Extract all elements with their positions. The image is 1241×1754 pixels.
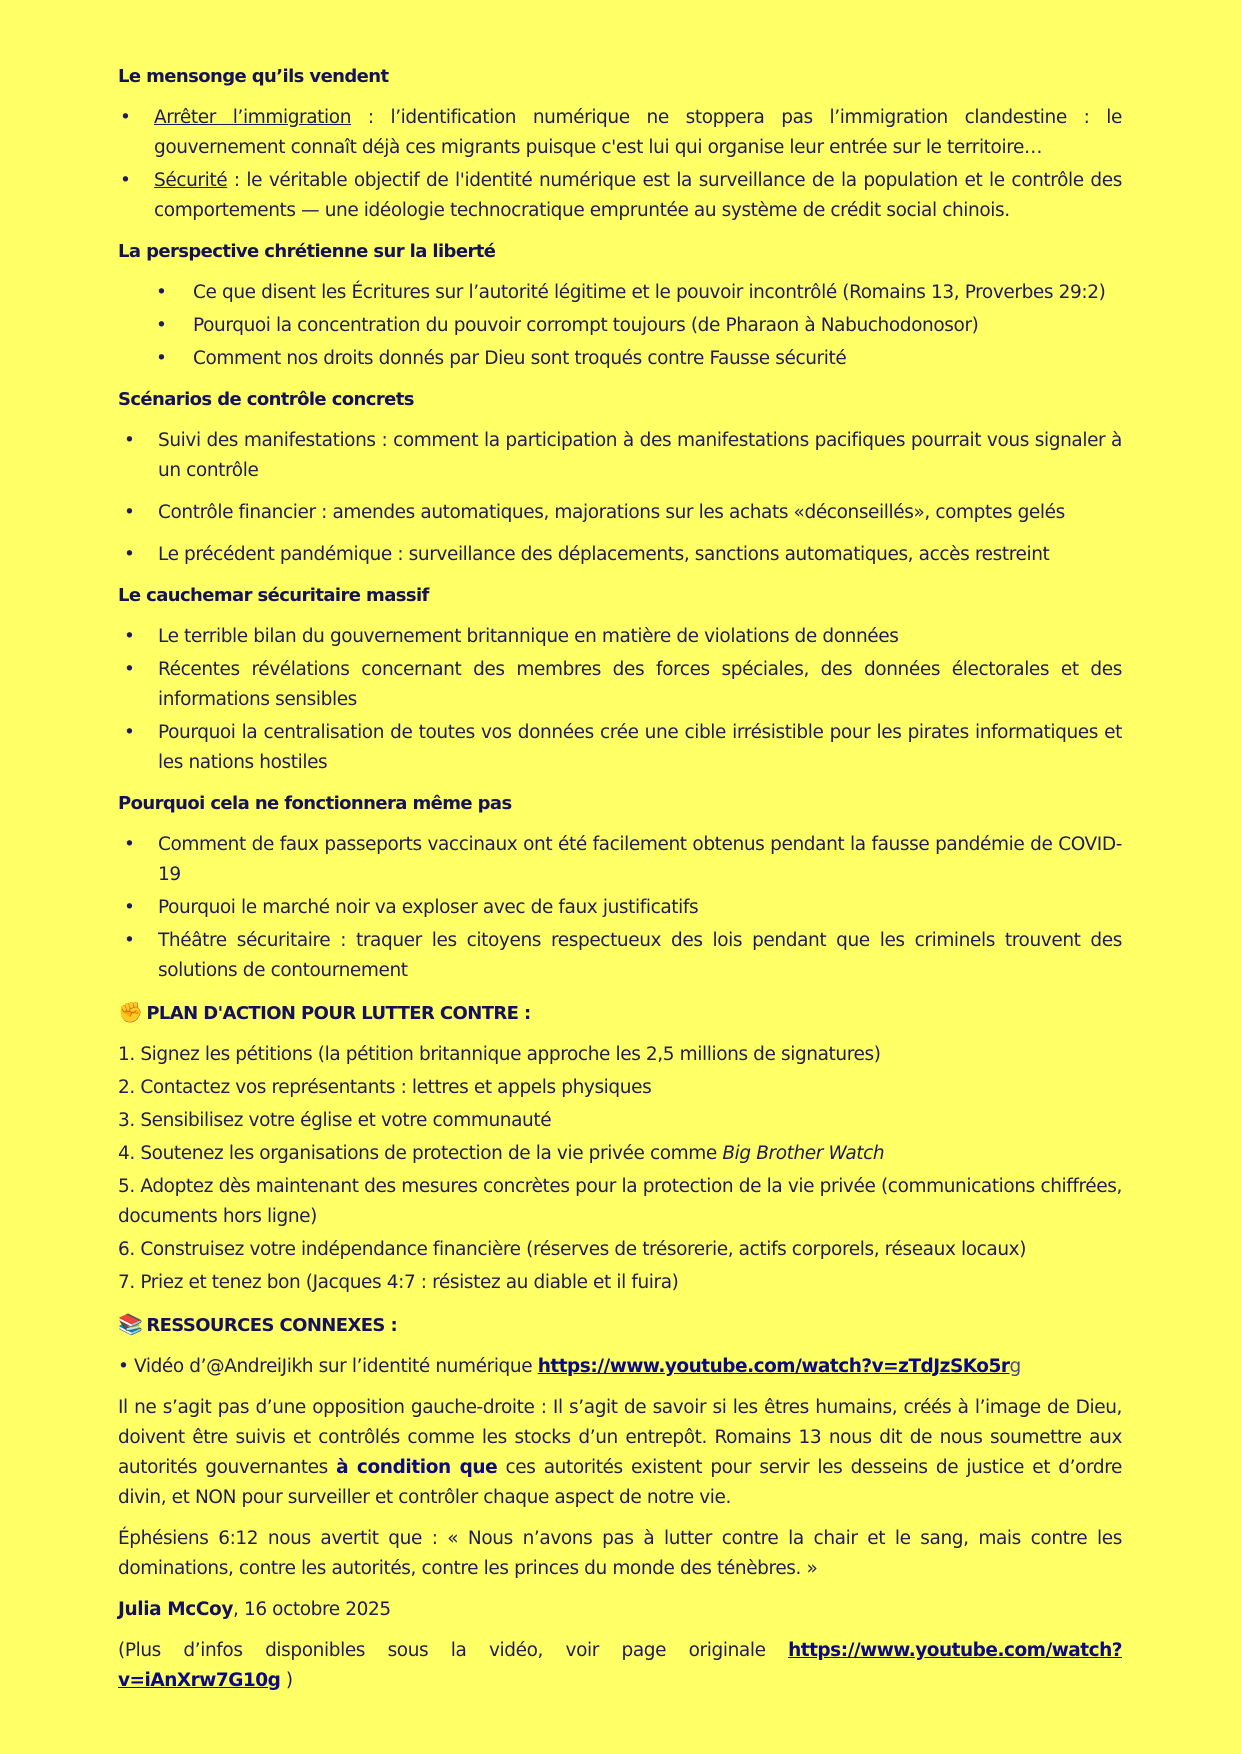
list-item (118, 103, 1122, 163)
list-item (122, 926, 1122, 986)
item-text: Le terrible bilan du gouvernement britannique en matière de violations de données (158, 626, 899, 647)
list-item (122, 893, 1122, 923)
heading-text: PLAN D'ACTION POUR LUTTER CONTRE : (146, 1003, 531, 1024)
list-item (118, 166, 1122, 226)
section-heading: Le mensonge qu’ils vendent (118, 66, 389, 87)
bullet-icon: • (156, 315, 167, 336)
heading-text: RESSOURCES CONNEXES : (146, 1315, 398, 1336)
numbered-list (118, 1040, 1122, 1298)
item-text: Suivi des manifestations : comment la participation à des manifestations pacifiques pourrait vous signaler à un contrôle (158, 430, 1122, 481)
list-item (118, 1139, 1122, 1169)
bullet-icon: • (120, 170, 131, 191)
list-item (122, 498, 1122, 528)
books-icon: 📚 (118, 1312, 143, 1336)
item-label: Arrêter l’immigration (154, 107, 352, 128)
list-item (118, 344, 1122, 374)
section-lie (118, 62, 1122, 226)
section-scenarios (118, 385, 1122, 570)
bullet-list (122, 622, 1122, 778)
section-heading: Le cauchemar sécuritaire massif (118, 585, 429, 606)
item-text: Pourquoi la concentration du pouvoir corrompt toujours (de Pharaon à Nabuchodonosor) (193, 315, 979, 336)
item-text: Ce que disent les Écritures sur l’autorité légitime et le pouvoir incontrôlé (Romains 13, Proverbes 29:2) (193, 282, 1106, 303)
item-label: Sécurité (154, 170, 228, 191)
section-wont-work (118, 789, 1122, 986)
paragraph-text: ces autorités existent pour servir les desseins de justice et d’ordre divin, et NON pour surveiller et contrôler chaque aspect de notre vie. (118, 1457, 1122, 1508)
section-action-plan (118, 997, 1122, 1298)
section-heading: Scénarios de contrôle concrets (118, 389, 414, 410)
resource-text: • Vidéo d’@AndreiJikh sur l’identité numérique (118, 1356, 538, 1377)
list-item: 6. Construisez votre indépendance financière (réserves de trésorerie, actifs corporels, réseaux locaux) (118, 1239, 1027, 1260)
resource-item (118, 1352, 1122, 1382)
list-item: 7. Priez et tenez bon (Jacques 4:7 : résistez au diable et il fuira) (118, 1272, 679, 1293)
item-text: Contrôle financier : amendes automatiques, majorations sur les achats «déconseillés», comptes gelés (158, 502, 1065, 523)
list-item (122, 830, 1122, 890)
list-item (122, 426, 1122, 486)
author-name: Julia McCoy (118, 1599, 233, 1620)
list-item (122, 655, 1122, 715)
video-link[interactable]: https://www.youtube.com/watch?v=zTdJzSKo5r (537, 1356, 1010, 1377)
item-text: : l’identification numérique ne stoppera pas l’immigration clandestine : le gouvernement connaît déjà ces migrants puisque c'est lui qui organise leur entrée sur le territoire… (154, 107, 1122, 158)
list-item (118, 311, 1122, 341)
bullet-icon: • (124, 722, 135, 743)
bullet-icon: • (156, 282, 167, 303)
bullet-list (122, 830, 1122, 986)
section-resources (118, 1309, 1122, 1382)
original-page-link[interactable]: https://www.youtube.com/watch?v=iAnXrw7G10g (118, 1640, 1122, 1691)
byline (118, 1595, 1122, 1625)
bullet-list (118, 103, 1122, 226)
item-text: Le précédent pandémique : surveillance des déplacements, sanctions automatiques, accès restreint (158, 544, 1050, 565)
bullet-list (122, 426, 1122, 570)
bullet-icon: • (124, 930, 135, 951)
list-item: 3. Sensibilisez votre église et votre communauté (118, 1110, 552, 1131)
scripture-quote: Éphésiens 6:12 nous avertit que : « Nous n’avons pas à lutter contre la chair et le sang, mais contre les dominations, contre les autorités, contre les princes du monde des ténèbres. » (118, 1528, 1122, 1579)
item-text: Récentes révélations concernant des membres des forces spéciales, des données électorales et des informations sensibles (158, 659, 1122, 710)
section-heading (118, 1309, 1122, 1341)
bullet-list (118, 278, 1122, 374)
list-item: 5. Adoptez dès maintenant des mesures concrètes pour la protection de la vie privée (communications chiffrées, documents hors ligne) (118, 1176, 1122, 1227)
bullet-icon: • (124, 544, 135, 565)
emphasis-text: à condition que (336, 1457, 498, 1478)
more-info-suffix: ) (280, 1670, 293, 1691)
bullet-icon: • (120, 107, 131, 128)
bullet-icon: • (124, 834, 135, 855)
publish-date: , 16 octobre 2025 (232, 1599, 391, 1620)
section-heading (118, 997, 1122, 1029)
link-trailing-char: g (1009, 1356, 1021, 1377)
raised-fist-icon: ✊ (118, 1000, 143, 1024)
section-christian (118, 237, 1122, 374)
list-item: 1. Signez les pétitions (la pétition britannique approche les 2,5 millions de signatures) (118, 1044, 881, 1065)
bullet-icon: • (124, 897, 135, 918)
more-info-text: (Plus d’infos disponibles sous la vidéo, voir page originale (118, 1640, 789, 1661)
bullet-icon: • (124, 659, 135, 680)
document-page (118, 62, 1122, 1707)
section-nightmare (118, 581, 1122, 778)
more-info (118, 1636, 1122, 1696)
list-item: 2. Contactez vos représentants : lettres et appels physiques (118, 1077, 652, 1098)
item-text: 4. Soutenez les organisations de protection de la vie privée comme (118, 1143, 723, 1164)
list-item (122, 718, 1122, 778)
item-text: Théâtre sécuritaire : traquer les citoyens respectueux des lois pendant que les criminels trouvent des solutions de contournement (158, 930, 1122, 981)
list-item (122, 540, 1122, 570)
organization-name: Big Brother Watch (722, 1143, 885, 1164)
item-text: Pourquoi le marché noir va exploser avec de faux justificatifs (158, 897, 699, 918)
item-text: Pourquoi la centralisation de toutes vos données crée une cible irrésistible pour les pirates informatiques et les nations hostiles (158, 722, 1122, 773)
closing-paragraph (118, 1393, 1122, 1513)
bullet-icon: • (124, 626, 135, 647)
bullet-icon: • (156, 348, 167, 369)
bullet-icon: • (124, 502, 135, 523)
item-text: Comment nos droits donnés par Dieu sont troqués contre Fausse sécurité (193, 348, 847, 369)
item-text: : le véritable objectif de l'identité numérique est la surveillance de la population et le contrôle des comportements — une idéologie technocratique empruntée au système de crédit social chinois. (154, 170, 1122, 221)
section-heading: La perspective chrétienne sur la liberté (118, 241, 496, 262)
bullet-icon: • (124, 430, 135, 451)
paragraph-text: Il ne s’agit pas d’une opposition gauche-droite : Il s’agit de savoir si les êtres humains, créés à l’image de Dieu, doivent être suivis et contrôlés comme les stocks d’un entrepôt. Romains 13 nous dit de nous soumettre aux autorités gouvernantes (118, 1397, 1122, 1478)
section-heading: Pourquoi cela ne fonctionnera même pas (118, 793, 512, 814)
item-text: Comment de faux passeports vaccinaux ont été facilement obtenus pendant la fausse pandémie de COVID-19 (158, 834, 1122, 885)
list-item (122, 622, 1122, 652)
list-item (118, 278, 1122, 308)
